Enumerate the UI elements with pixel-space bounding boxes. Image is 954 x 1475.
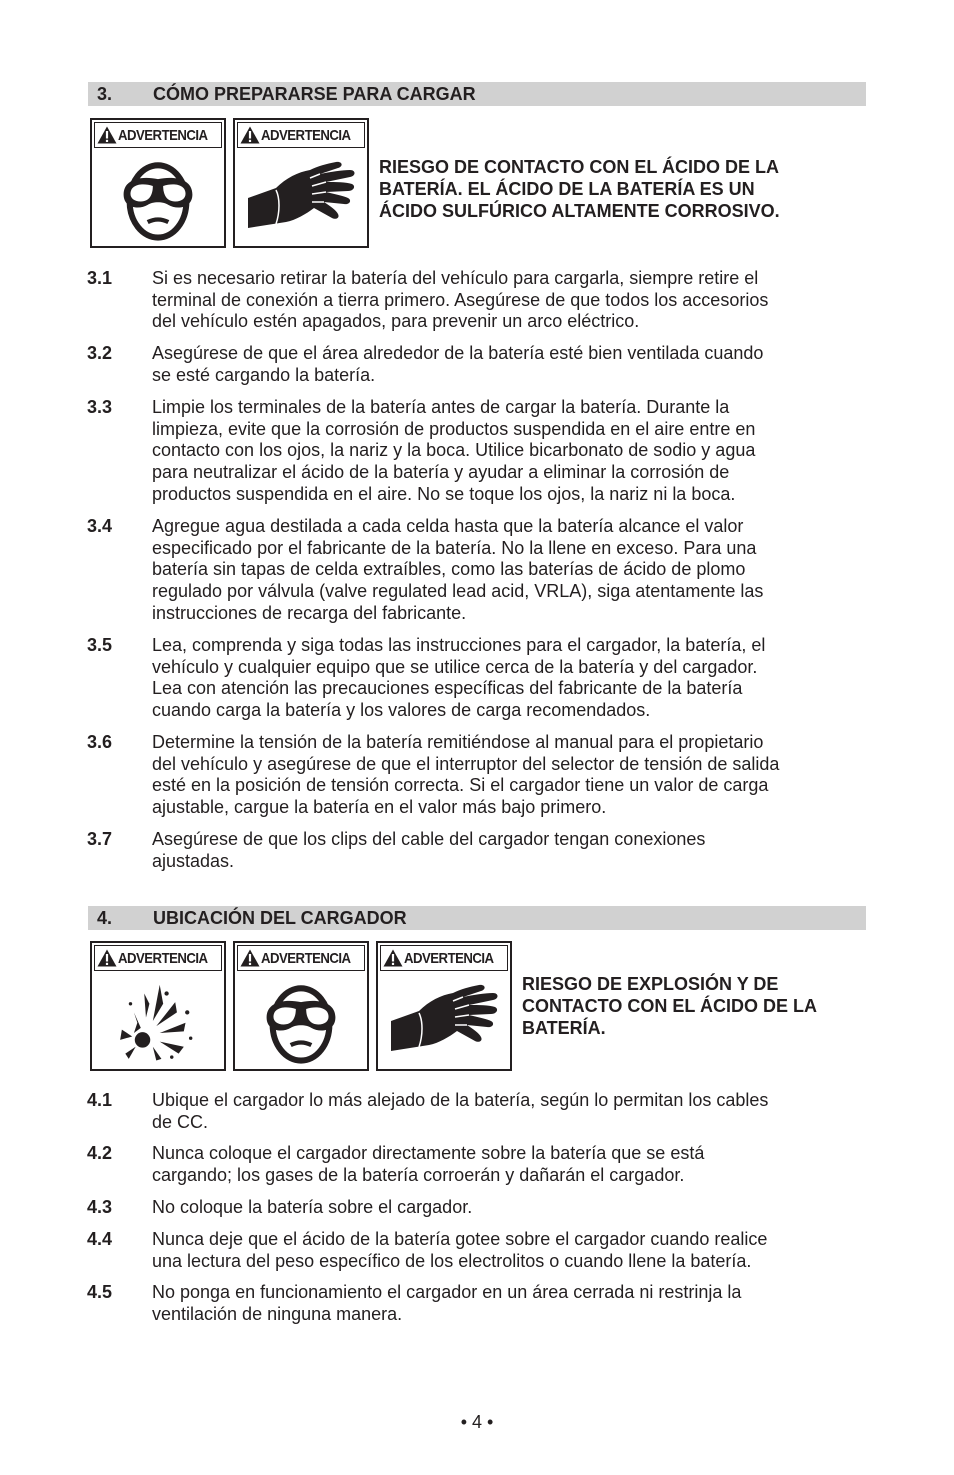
list-item: 4.5 No ponga en funcionamiento el cargador en un área cerrada ni restrinja la ventilación de ninguna manera. <box>87 1282 742 1324</box>
item-number: 3.2 <box>87 343 113 363</box>
section-3-warning-icons <box>90 118 369 248</box>
list-item: 4.1 Ubique el cargador lo más alejado de la batería, según lo permitan los cables de CC. <box>87 1090 769 1132</box>
warning-triangle-icon <box>383 949 403 967</box>
item-number: 4.1 <box>87 1090 113 1110</box>
section-title: UBICACIÓN DEL CARGADOR <box>153 908 407 928</box>
warning-box-explosion <box>90 941 226 1071</box>
goggles-icon <box>258 978 344 1064</box>
list-item: 3.2 Asegúrese de que el área alrededor de la batería esté bien ventilada cuando se esté cargando la batería. <box>87 343 764 385</box>
item-number: 4.2 <box>87 1143 113 1163</box>
list-item: 3.3 Limpie los terminales de la batería antes de cargar la batería. Durante la limpieza, evite que la corrosión de productos suspendida en el aire entre en contacto con los ojos, la nariz y la boca. Utilice bicarbonato de sodio y agua para neutralizar el ácido de la batería y ayudar a eliminar la corrosión de productos suspendida en el aire. No se toque los ojos, la nariz ni la boca. <box>87 397 756 504</box>
warning-box-goggles <box>90 118 226 248</box>
list-item: 4.4 Nunca deje que el ácido de la batería gotee sobre el cargador cuando realice una lectura del peso específico de los electrolitos o cuando llene la batería. <box>87 1229 768 1271</box>
list-item: 3.5 Lea, comprenda y siga todas las instrucciones para el cargador, la batería, el vehículo y cualquier equipo que se utilice cerca de la batería y del cargador. Lea con atención las precauciones específicas del fabricante de la batería cuando carga la batería y los valores de carga recomendados. <box>87 635 766 721</box>
section-3-warning-text: RIESGO DE CONTACTO CON EL ÁCIDO DE LA BATERÍA. EL ÁCIDO DE LA BATERÍA ES UN ÁCIDO SULFÚRICO ALTAMENTE CORROSIVO. <box>379 157 780 221</box>
list-item: 4.3 No coloque la batería sobre el cargador. <box>87 1197 473 1217</box>
item-number: 4.3 <box>87 1197 113 1217</box>
item-number: 4.5 <box>87 1282 113 1302</box>
item-number: 3.3 <box>87 397 113 417</box>
glove-icon <box>389 981 499 1061</box>
item-number: 3.4 <box>87 516 113 536</box>
warning-box-glove <box>376 941 512 1071</box>
warning-label: ADVERTENCIA <box>118 126 208 144</box>
section-number: 3. <box>97 84 113 104</box>
list-item: 3.6 Determine la tensión de la batería remitiéndose al manual para el propietario del vehículo y asegúrese de que el interruptor del selector de tensión de salida esté en la posición de tensión correcta. Si el cargador tiene un valor de carga ajustable, cargue la batería en el valor más bajo primero. <box>87 732 780 818</box>
warning-label: ADVERTENCIA <box>261 126 351 144</box>
glove-icon <box>246 158 356 238</box>
list-item: 3.1 Si es necesario retirar la batería del vehículo para cargarla, siempre retire el terminal de conexión a tierra primero. Asegúrese de que todos los accesorios del vehículo estén apagados, para prevenir un arco eléctrico. <box>87 268 769 332</box>
warning-box-glove <box>233 118 369 248</box>
section-4-header <box>88 906 866 930</box>
page-number: • 4 • <box>460 1412 494 1432</box>
section-title: CÓMO PREPARARSE PARA CARGAR <box>153 84 476 104</box>
warning-label: ADVERTENCIA <box>118 949 208 967</box>
item-number: 3.6 <box>87 732 113 752</box>
item-number: 3.7 <box>87 829 113 849</box>
section-number: 4. <box>97 908 113 928</box>
warning-triangle-icon <box>97 126 117 144</box>
item-number: 3.1 <box>87 268 113 288</box>
explosion-icon <box>115 978 201 1064</box>
list-item: 3.7 Asegúrese de que los clips del cable del cargador tengan conexiones ajustadas. <box>87 829 706 871</box>
goggles-icon <box>115 155 201 241</box>
warning-triangle-icon <box>240 126 260 144</box>
list-item: 3.4 Agregue agua destilada a cada celda hasta que la batería alcance el valor especificado por el fabricante de la batería. No la llene en exceso. Para una batería sin tapas de celda extraíbles, como las baterías de ácido de plomo regulado por válvula (valve regulated lead acid, VRLA), siga atentamente las instrucciones de recarga del fabricante. <box>87 516 764 623</box>
section-4-warning-icons <box>90 941 512 1071</box>
item-number: 4.4 <box>87 1229 113 1249</box>
warning-triangle-icon <box>97 949 117 967</box>
warning-label: ADVERTENCIA <box>261 949 351 967</box>
section-3-header <box>88 82 866 106</box>
item-number: 3.5 <box>87 635 113 655</box>
warning-box-goggles <box>233 941 369 1071</box>
section-4-warning-text: RIESGO DE EXPLOSIÓN Y DE CONTACTO CON EL ÁCIDO DE LA BATERÍA. <box>522 974 818 1038</box>
warning-triangle-icon <box>240 949 260 967</box>
list-item: 4.2 Nunca coloque el cargador directamente sobre la batería que se está cargando; los gases de la batería corroerán y dañarán el cargador. <box>87 1143 705 1185</box>
warning-label: ADVERTENCIA <box>404 949 494 967</box>
